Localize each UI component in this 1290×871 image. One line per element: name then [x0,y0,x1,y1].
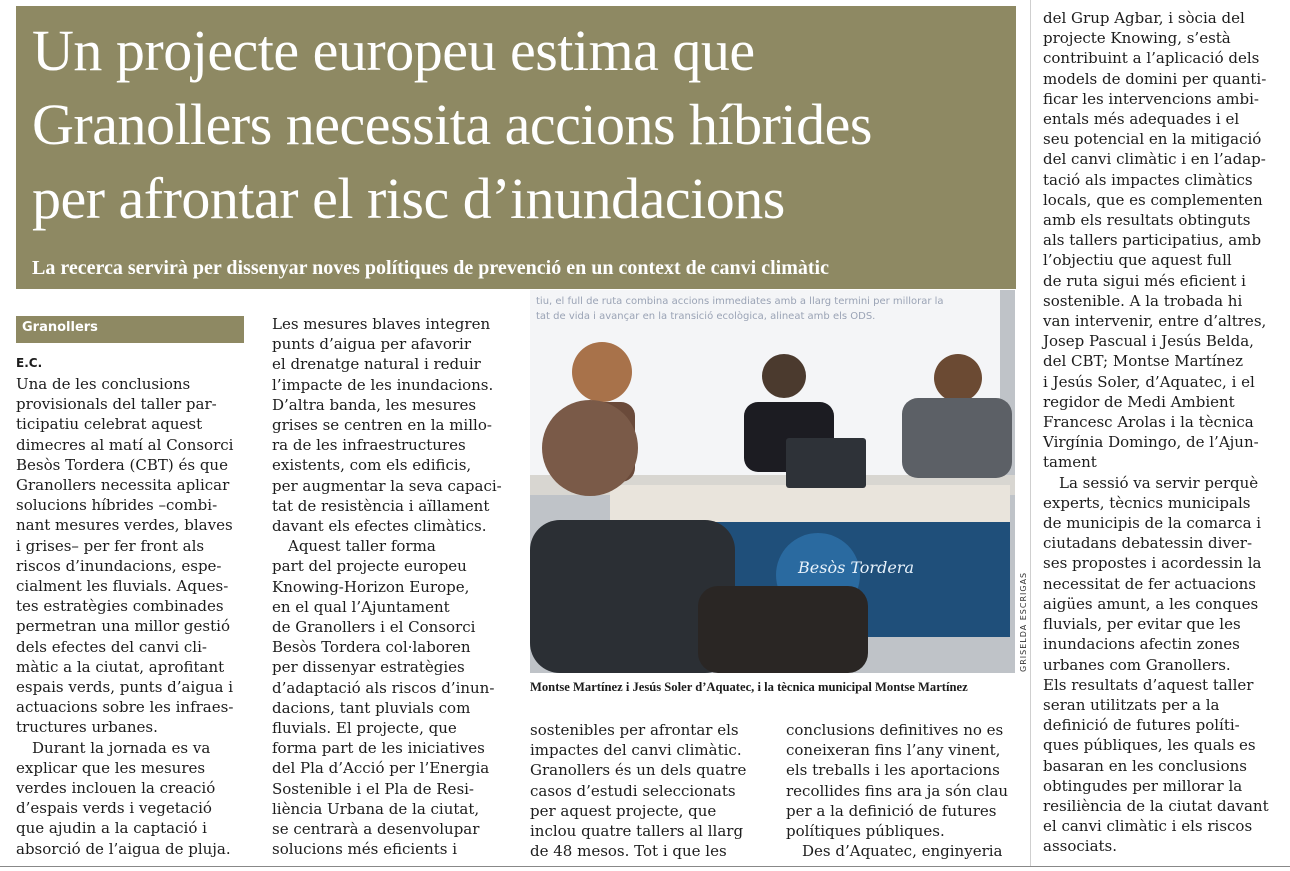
text-line: davant els efectes climàtics. [272,517,487,536]
text-line: de Granollers i el Consorci [272,618,476,637]
text-line: ques públiques, les quals es [1043,736,1256,755]
text-line: per aquest projecte, que [530,801,717,820]
text-line: que ajudin a la captació i [16,819,207,838]
text-line: i grises– per fer front als [16,536,205,555]
text-line: ticipatiu celebrat aquest [16,415,203,434]
text-line: locals, que es complementen [1043,190,1263,209]
headline-box [16,6,1016,289]
text-line: provisionals del taller par- [16,395,217,414]
column-divider [1030,0,1031,866]
text-line: actuacions sobre les infraes- [16,698,234,717]
text-line: Els resultats d’aquest taller [1043,675,1254,694]
text-line: sostenibles per afrontar els [530,721,739,739]
text-line: ses propostes i acordessin la [1043,554,1262,573]
text-line: el canvi climàtic i els riscos [1043,817,1253,836]
text-line: als tallers participatius, amb [1043,231,1262,250]
text-line: per dissenyar estratègies [272,658,465,677]
text-line: inundacions afectin zones [1043,635,1240,654]
headline-line-2: Granollers necessita accions híbrides [32,92,872,157]
text-line: de ruta sigui més eficient i [1043,271,1246,290]
text-line: tat de resistència i aïllament [272,496,490,515]
col3-paragraph-1 [530,720,766,861]
text-line: Les mesures blaves integren [272,315,491,333]
text-line: l’impacte de les inundacions. [272,375,494,394]
text-line: tes estratègies combinades [16,597,224,616]
text-line: obtingudes per millorar la [1043,776,1243,795]
text-line: part del projecte europeu [272,557,467,576]
text-line: definició de futures políti- [1043,716,1240,735]
article-column-2 [272,314,512,859]
text-line: d’espais verds i vegetació [16,799,212,818]
col4-paragraph-1 [786,720,1022,841]
text-line: Josep Pascual i Jesús Belda, [1043,332,1254,351]
banner-text: Besòs Tordera [798,558,914,577]
text-line: Sostenible i el Pla de Resi- [272,779,475,798]
col5-paragraph-1 [1043,8,1283,473]
text-line: riscos d’inundacions, espe- [16,556,222,575]
text-line: màtic a la ciutat, aprofitant [16,657,225,676]
text-line: experts, tècnics municipals [1043,493,1251,512]
text-line: ciutadans debatessin diver- [1043,534,1253,553]
text-line: absorció de l’aigua de pluja. [16,839,231,858]
text-line: ra de les infraestructures [272,436,466,455]
photo-caption: Montse Martínez i Jesús Soler d’Aquatec, i la tècnica municipal Montse Martínez [530,680,968,694]
text-line: fluvials. El projecte, que [272,719,457,738]
text-line: els treballs i les aportacions [786,761,1000,780]
col2-paragraph-2 [272,536,512,859]
text-line: espais verds, punts d’aigua i [16,678,234,697]
text-line: models de domini per quanti- [1043,69,1267,88]
col4-paragraph-2 [786,841,1022,861]
text-line: impactes del canvi climàtic. [530,741,742,760]
text-line: inclou quatre tallers al llarg [530,822,744,841]
text-line: contribuint a l’aplicació dels [1043,49,1260,68]
text-line: Virgínia Domingo, de l’Ajun- [1043,433,1259,452]
text-line: Una de les conclusions [16,375,191,393]
text-line: del canvi climàtic i en l’adap- [1043,150,1266,169]
text-line: entals més adequades i el [1043,110,1240,129]
text-line: tament [1043,453,1097,472]
text-line: fluvials, per evitar que les [1043,615,1241,634]
text-line: permetran una millor gestió [16,617,230,636]
screen-text-2: tat de vida i avançar en la transició ecològica, alineat amb els ODS. [536,311,876,322]
text-line: D’altra banda, les mesures [272,395,477,414]
text-line: van intervenir, entre d’altres, [1043,312,1267,331]
text-line: per a la definició de futures [786,801,997,820]
text-line: tructures urbanes. [16,718,158,737]
text-line: associats. [1043,837,1118,856]
text-line: La sessió va servir perquè [1059,473,1259,492]
text-line: projecte Knowing, s’està [1043,29,1231,48]
text-line: nant mesures verdes, blaves [16,516,233,535]
article-column-1 [16,374,248,859]
text-line: punts d’aigua per afavorir [272,335,471,354]
text-line: dimecres al matí al Consorci [16,435,234,454]
text-line: amb els resultats obtinguts [1043,211,1251,230]
col1-paragraph-1 [16,374,248,738]
photo-credit: GRISELDA ESCRIGAS [1019,571,1028,672]
text-line: dacions, tant pluvials com [272,698,471,717]
col1-paragraph-2 [16,738,248,859]
text-line: dels efectes del canvi cli- [16,637,207,656]
text-line: de municipis de la comarca i [1043,514,1262,533]
text-line: grises se centren en la millo- [272,416,492,435]
text-line: necessitat de fer actuacions [1043,574,1256,593]
page-bottom-rule [0,866,1290,867]
text-line: del CBT; Montse Martínez [1043,352,1243,371]
text-line: Besòs Tordera (CBT) és que [16,455,228,474]
text-line: tació als impactes climàtics [1043,170,1253,189]
text-line: cialment les fluvials. Aques- [16,577,229,596]
text-line: existents, com els edificis, [272,456,472,475]
text-line: verdes inclouen la creació [16,779,216,798]
text-line: explicar que les mesures [16,758,206,777]
text-line: polítiques públiques. [786,822,945,841]
headline [32,14,1000,236]
text-line: Besòs Tordera col·laboren [272,638,471,657]
text-line: sostenible. A la trobada hi [1043,291,1243,310]
text-line: Granollers és un dels quatre [530,761,747,780]
text-line: forma part de les iniciatives [272,739,485,758]
text-line: del Pla d’Acció per l’Energia [272,759,490,778]
text-line: Durant la jornada es va [32,738,211,757]
text-line: solucions més eficients i [272,840,458,859]
text-line: urbanes com Granollers. [1043,655,1231,674]
text-line: solucions híbrides –combi- [16,496,218,515]
article-column-5 [1043,8,1283,857]
text-line: Granollers necessita aplicar [16,476,230,495]
text-line: Knowing-Horizon Europe, [272,577,470,596]
text-line: basaran en les conclusions [1043,756,1248,775]
byline: E.C. [16,356,43,370]
text-line: ficar les intervencions ambi- [1043,89,1259,108]
col2-paragraph-1 [272,314,512,536]
text-line: liència Urbana de la ciutat, [272,799,480,818]
text-line: per augmentar la seva capaci- [272,476,502,495]
text-line: el drenatge natural i reduir [272,355,481,374]
text-line: regidor de Medi Ambient [1043,392,1235,411]
text-line: i Jesús Soler, d’Aquatec, i el [1043,372,1255,391]
col5-paragraph-2 [1043,473,1283,857]
text-line: se centrarà a desenvolupar [272,820,480,839]
text-line: coneixeran fins l’any vinent, [786,741,1001,760]
text-line: l’objectiu que aquest full [1043,251,1232,270]
text-line: en el qual l’Ajuntament [272,597,450,616]
text-line: d’adaptació als riscos d’inun- [272,678,495,697]
article-column-4 [786,720,1022,861]
text-line: Francesc Arolas i la tècnica [1043,413,1254,432]
text-line: casos d’estudi seleccionats [530,781,736,800]
text-line: seran utilitzats per a la [1043,695,1220,714]
text-line: Aquest taller forma [288,537,436,556]
article-photo [530,290,1015,673]
subheadline: La recerca servirà per dissenyar noves polítiques de prevenció en un context de canvi climàtic [32,257,829,279]
text-line: recollides fins ara ja són clau [786,781,1009,800]
text-line: conclusions definitives no es [786,721,1004,739]
text-line: Des d’Aquatec, enginyeria [802,842,1003,861]
text-line: aigües amunt, a les conques [1043,594,1259,613]
headline-line-1: Un projecte europeu estima que [32,18,755,83]
screen-text-1: tiu, el full de ruta combina accions immediates amb a llarg termini per millorar la [536,296,944,307]
text-line: seu potencial en la mitigació [1043,130,1262,149]
section-label: Granollers [16,316,244,343]
headline-line-3: per afrontar el risc d’inundacions [32,166,785,231]
text-line: de 48 mesos. Tot i que les [530,842,727,861]
text-line: resiliència de la ciutat davant [1043,796,1269,815]
article-column-3 [530,720,766,861]
text-line: del Grup Agbar, i sòcia del [1043,9,1245,27]
